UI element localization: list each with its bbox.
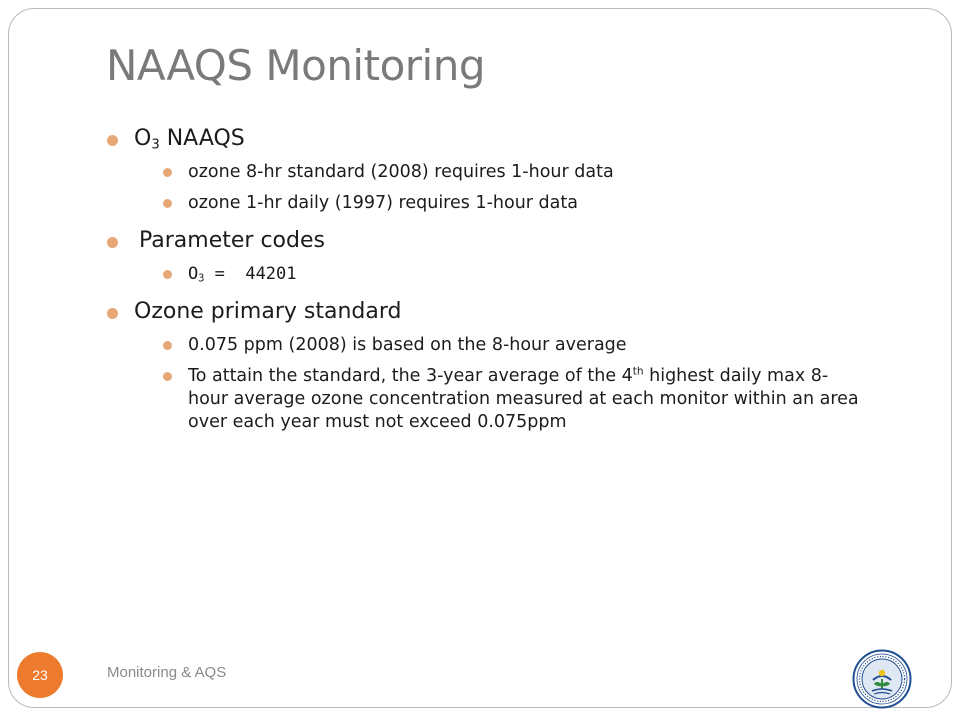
bullet-dot	[107, 237, 118, 248]
sub-bullet-list	[134, 161, 866, 215]
sub-bullet-list	[134, 263, 866, 286]
sub-bullet-attainment	[134, 365, 866, 434]
bullet-text: $O_3$ NAAQS	[134, 126, 245, 153]
sub-bullet-dot	[163, 341, 172, 350]
sub-bullet-text: ozone 8-hr standard (2008) requires 1-hour data	[188, 162, 614, 182]
sub-bullet-text: To attain the standard, the 3-year average of the 4th highest daily max 8-hour average ozone concentration measured at each monitor within an area over each year must not exceed 0.075ppm	[188, 365, 859, 432]
bullet-dot	[107, 308, 118, 319]
bullet-text: Parameter codes	[139, 228, 325, 253]
sub-bullet-text: 0.075 ppm (2008) is based on the 8-hour average	[188, 335, 627, 355]
sub-bullet-dot	[163, 270, 172, 279]
slide-number-badge: 23	[17, 652, 63, 698]
epa-seal-icon	[852, 649, 912, 709]
sub-bullet-dot	[163, 372, 172, 381]
slide-title: NAAQS Monitoring	[106, 41, 485, 90]
bullet-list	[106, 124, 866, 434]
footer-text: Monitoring & AQS	[107, 664, 227, 681]
bullet-parameter-codes	[106, 226, 866, 286]
sub-bullet-ozone-8hr	[134, 161, 866, 184]
bullet-text: Ozone primary standard	[134, 299, 402, 324]
sub-bullet-dot	[163, 168, 172, 177]
sub-bullet-text: $O_3 = 44201$	[188, 264, 297, 285]
sub-bullet-dot	[163, 199, 172, 208]
bullet-o3-naaqs	[106, 124, 866, 215]
sub-bullet-ozone-1hr	[134, 192, 866, 215]
sub-bullet-list	[134, 334, 866, 434]
bullet-ozone-primary-standard	[106, 297, 866, 434]
bullet-dot	[107, 135, 118, 146]
sub-bullet-0075-ppm	[134, 334, 866, 357]
sub-bullet-text: ozone 1-hr daily (1997) requires 1-hour data	[188, 193, 578, 213]
sub-bullet-o3-code	[134, 263, 866, 286]
